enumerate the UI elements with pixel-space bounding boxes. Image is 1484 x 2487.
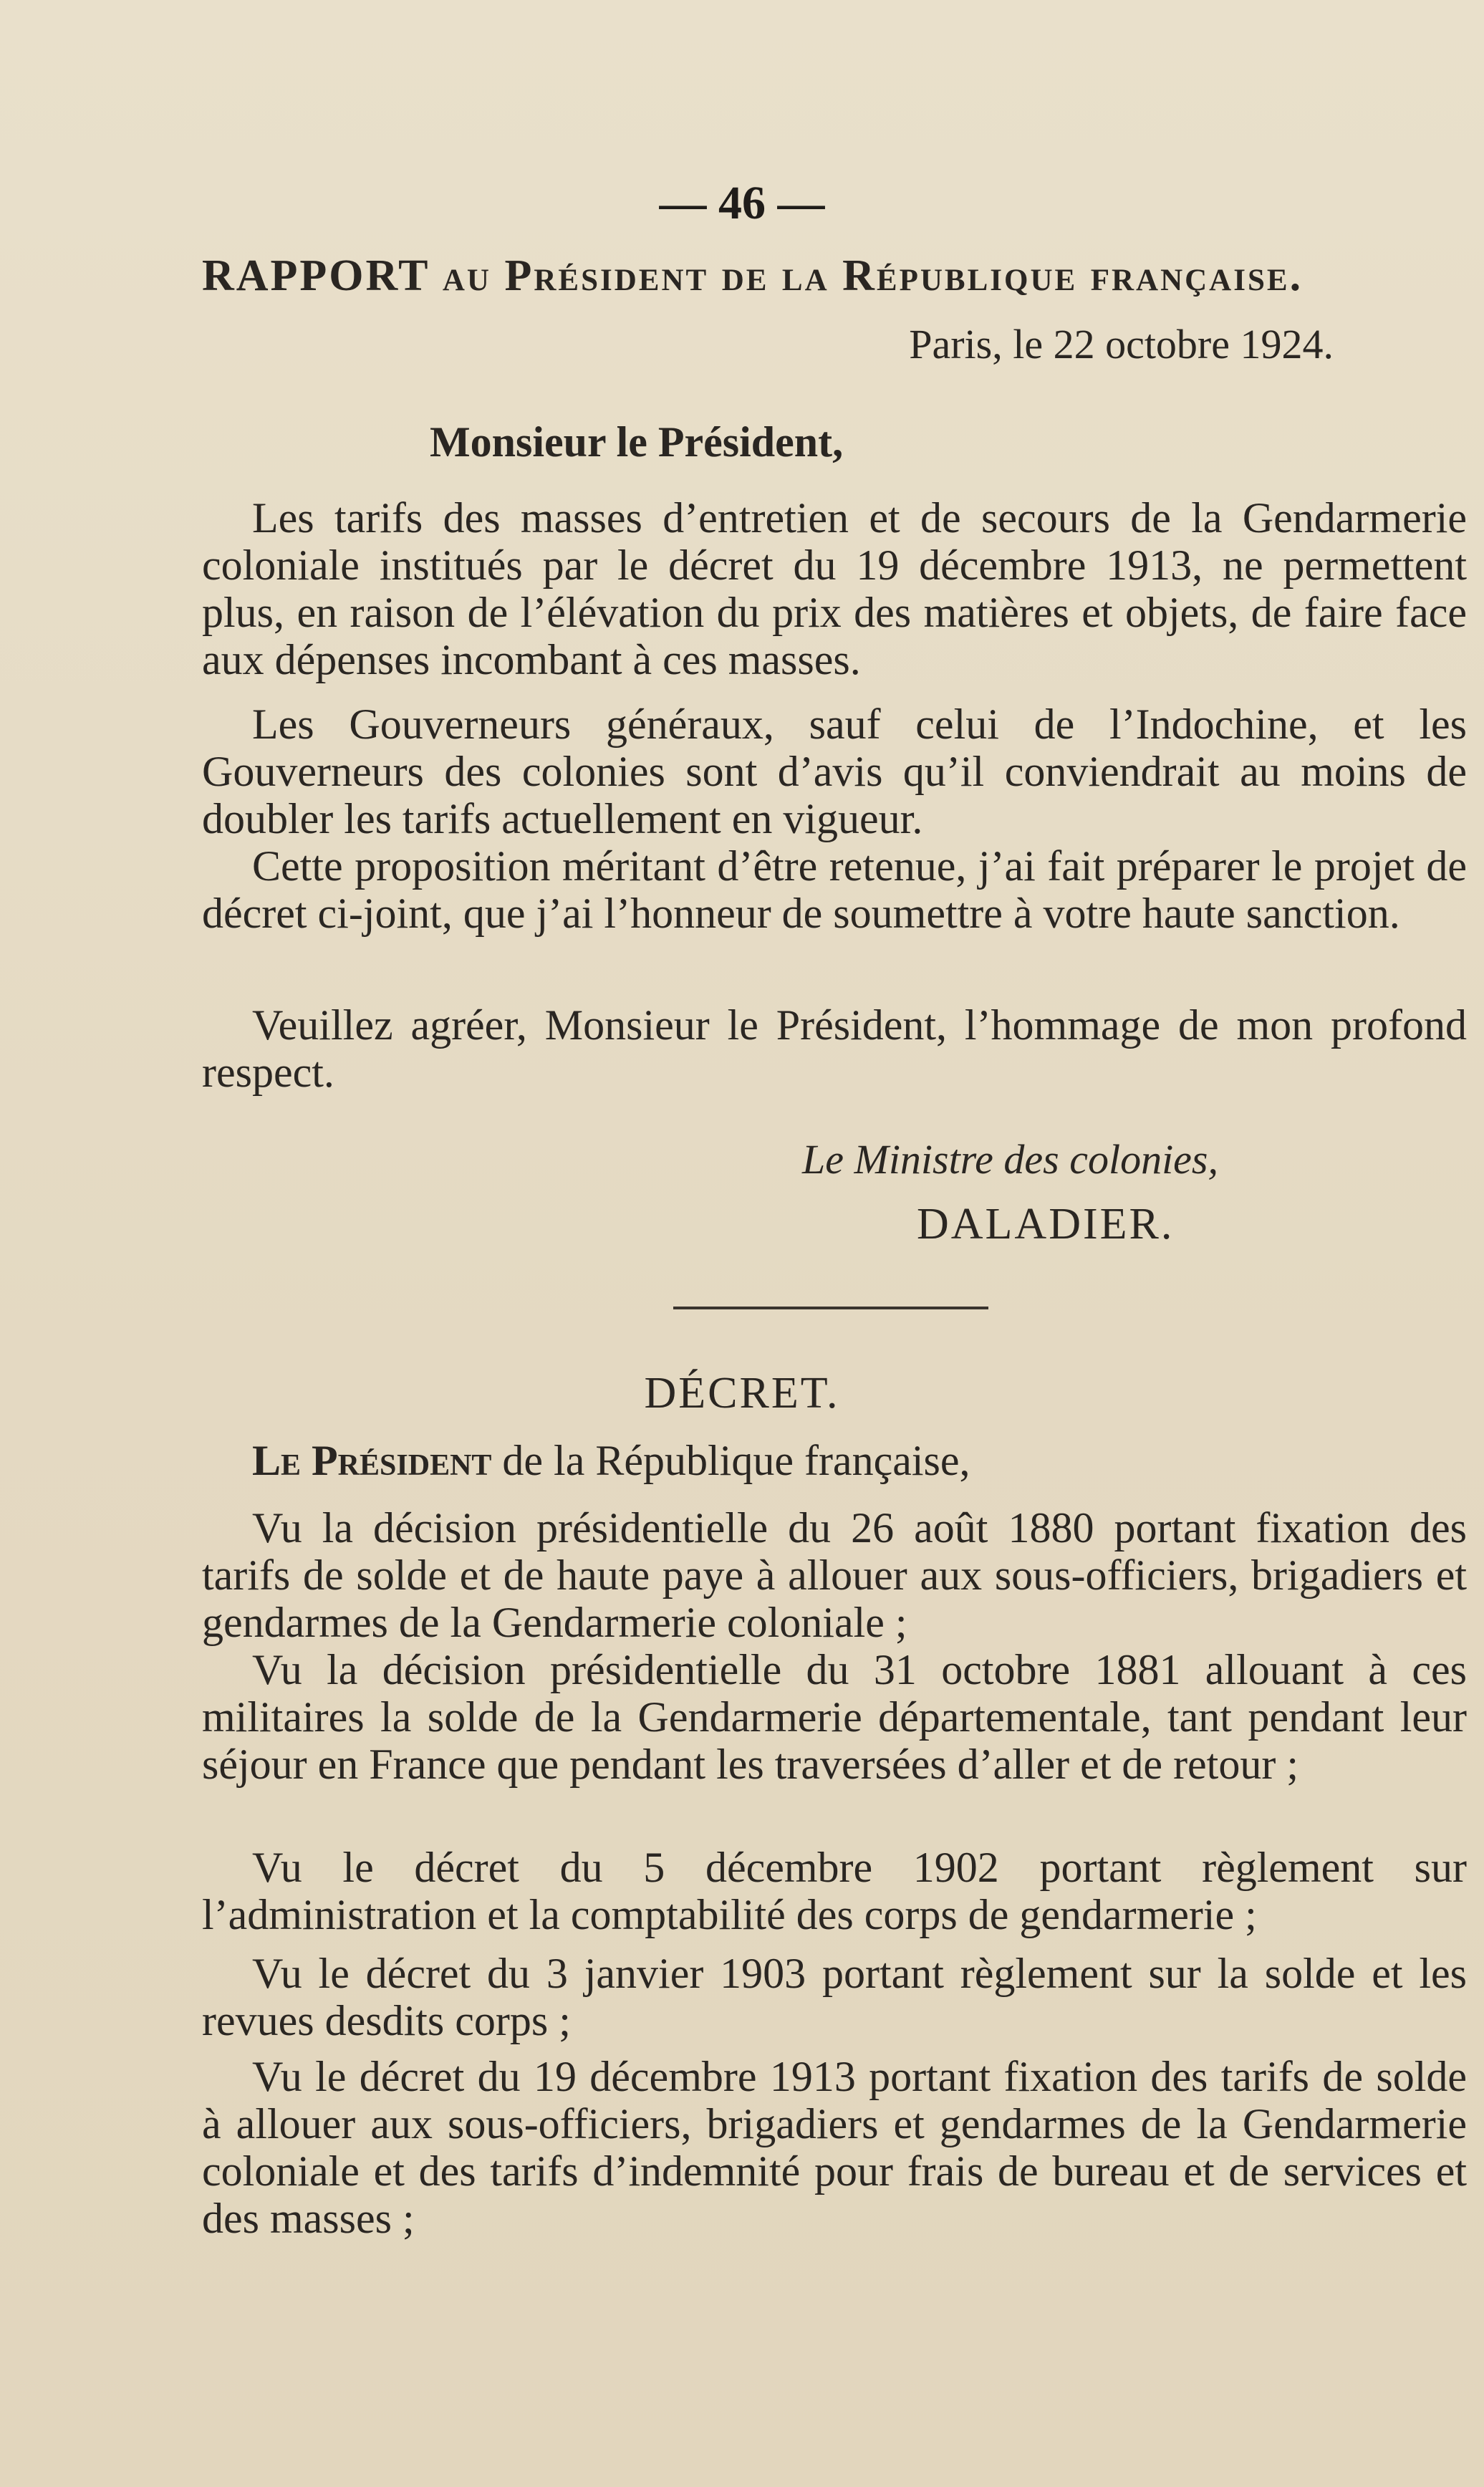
decree-consideration-4: Vu le décret du 3 janvier 1903 portant règlement sur la solde et les revues desdits corps ; [202, 1950, 1467, 2044]
report-title-prefix: RAPPORT [202, 251, 430, 300]
decree-consideration-1: Vu la décision présidentielle du 26 août 1880 portant fixation des tarifs de solde et de haute paye à allouer aux sous-officiers, brigadiers et gendarmes de la Gendarmerie coloniale ; [202, 1504, 1467, 1646]
decree-intro [202, 1437, 1467, 1484]
report-date: Paris, le 22 octobre 1924. [909, 321, 1334, 367]
report-title [202, 252, 1467, 299]
salutation: Monsieur le Président, [430, 418, 844, 466]
report-paragraph-3: Cette proposition méritant d’être retenue, j’ai fait préparer le projet de décret ci-joint, que j’ai l’honneur de soumettre à votre haute sanction. [202, 842, 1467, 937]
decree-intro-rest: de la République française, [502, 1437, 970, 1484]
decree-consideration-2: Vu la décision présidentielle du 31 octobre 1881 allouant à ces militaires la solde de la Gendarmerie départementale, tant pendant leur séjour en France que pendant les traversées d’aller et de retour ; [202, 1646, 1467, 1788]
report-paragraph-4: Veuillez agréer, Monsieur le Président, l’hommage de mon profond respect. [202, 1001, 1467, 1096]
signature-role: Le Ministre des colonies, [802, 1136, 1218, 1183]
report-title-rest: au Président de la République française. [442, 251, 1304, 300]
decree-title: DÉCRET. [644, 1369, 840, 1418]
report-paragraph-1: Les tarifs des masses d’entretien et de secours de la Gendarmerie coloniale institués par le décret du 19 décembre 1913, ne permettent plus, en raison de l’élévation du prix des matières et objets, de faire face aux dépenses incombant à ces masses. [202, 494, 1467, 683]
decree-consideration-3: Vu le décret du 5 décembre 1902 portant règlement sur l’administration et la comptabilité des corps de gendarmerie ; [202, 1844, 1467, 1938]
decree-consideration-5: Vu le décret du 19 décembre 1913 portant fixation des tarifs de solde à allouer aux sous-officiers, brigadiers et gendarmes de la Gendarmerie coloniale et des tarifs d’indemnité pour frais de bureau et de services et des masses ; [202, 2053, 1467, 2242]
section-divider [673, 1307, 988, 1309]
signature-name: DALADIER. [917, 1200, 1175, 1249]
page-number: — 46 — [659, 177, 825, 229]
report-paragraph-2: Les Gouverneurs généraux, sauf celui de l’Indochine, et les Gouverneurs des colonies sont d’avis qu’il conviendrait au moins de doubler les tarifs actuellement en vigueur. [202, 701, 1467, 842]
decree-intro-president: Le Président [252, 1437, 492, 1484]
